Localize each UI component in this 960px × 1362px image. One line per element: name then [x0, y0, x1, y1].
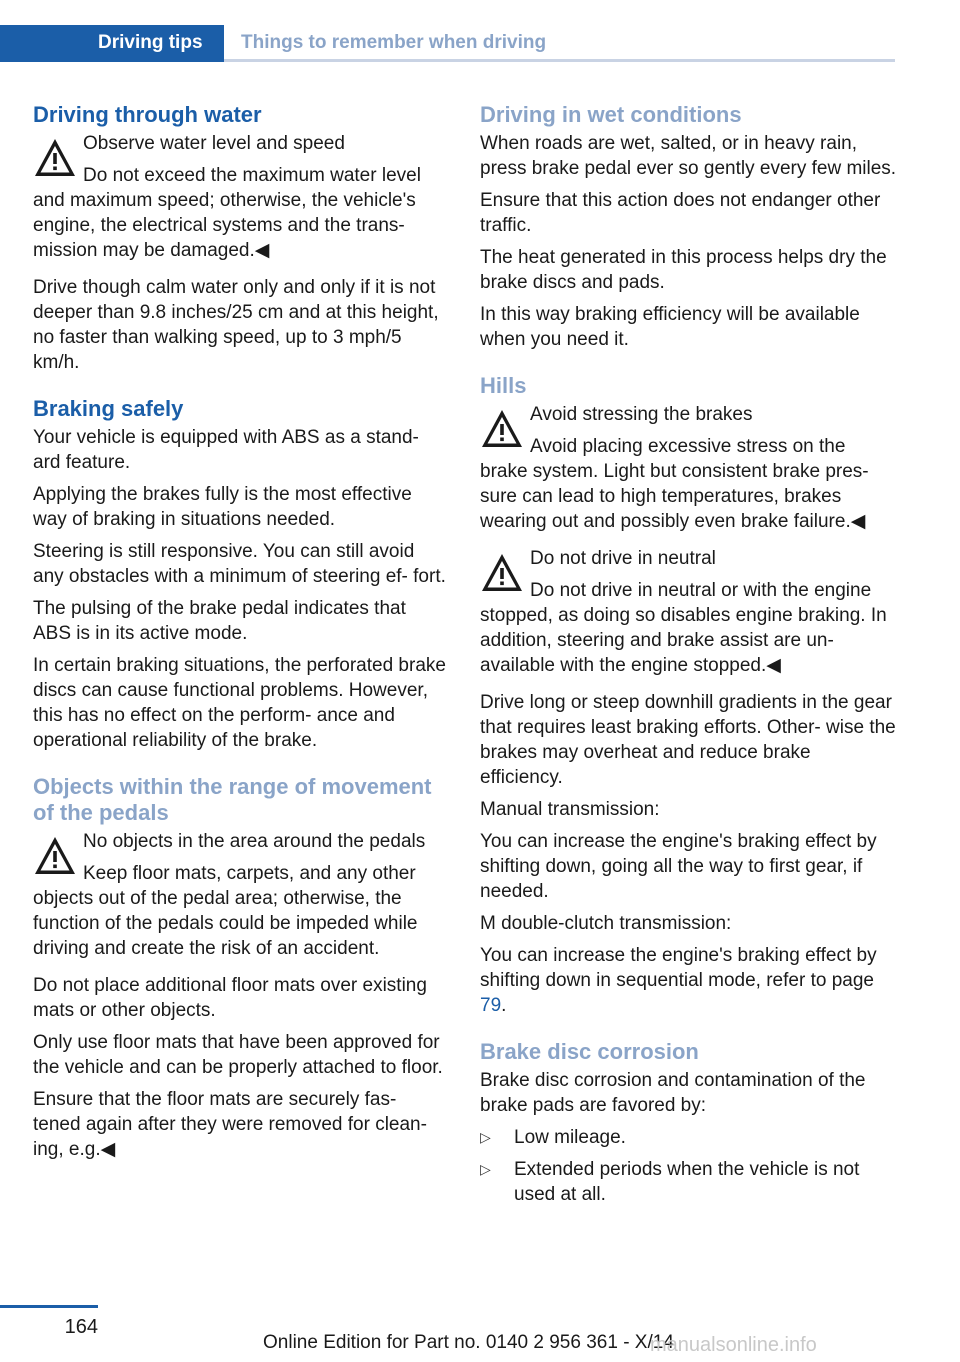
- triangle-bullet-icon: ▷: [480, 1161, 491, 1177]
- heading-braking-safely: Braking safely: [33, 396, 184, 421]
- heading-objects-pedals: Objects within the range of movement of the pedals: [33, 774, 432, 825]
- paragraph: Only use floor mats that have been approved for the vehicle and can be properly attached to floor.: [33, 1032, 443, 1078]
- warning-body: Do not exceed the maximum water level and maximum speed; otherwise, the vehicle's engine, the electrical systems and the trans‐ mission may be damaged.◀: [33, 165, 421, 261]
- warning-body: Keep floor mats, carpets, and any other objects out of the pedal area; otherwise, the function of the pedals could be impeded while driving and create the risk of an accident.: [33, 863, 418, 959]
- warning-title: Avoid stressing the brakes: [530, 404, 753, 425]
- list-item-text: Extended periods when the vehicle is not used at all.: [514, 1159, 860, 1205]
- paragraph: M double-clutch transmission:: [480, 913, 732, 934]
- paragraph: In this way braking efficiency will be available when you need it.: [480, 304, 860, 350]
- paragraph-end: .: [501, 995, 507, 1016]
- paragraph: Do not place additional floor mats over existing mats or other objects.: [33, 975, 427, 1021]
- heading-wet-conditions: Driving in wet conditions: [480, 102, 742, 127]
- paragraph: Manual transmission:: [480, 799, 660, 820]
- paragraph: Brake disc corrosion and contamination of the brake pads are favored by:: [480, 1070, 866, 1116]
- bullet-list: [480, 1125, 898, 1207]
- paragraph: Applying the brakes fully is the most effective way of braking in situations needed.: [33, 484, 412, 530]
- page-number: 164: [64, 1316, 98, 1338]
- warning-triangle-icon: [33, 136, 77, 180]
- paragraph: The pulsing of the brake pedal indicates that ABS is in its active mode.: [33, 598, 406, 644]
- paragraph: Drive though calm water only and only if it is not deeper than 9.8 inches/25 cm and at this height, no faster than walking speed, up to 3 mph/5 km/h.: [33, 277, 439, 373]
- page-link[interactable]: 79: [480, 995, 502, 1016]
- paragraph-text: You can increase the engine's braking effect by shifting down in sequential mode, refer to page: [480, 945, 877, 991]
- warning-neutral: [480, 546, 898, 678]
- heading-brake-disc-corrosion: Brake disc corrosion: [480, 1039, 699, 1064]
- page-header: [0, 25, 895, 61]
- warning-title: No objects in the area around the pedals: [83, 831, 426, 852]
- warning-body: Avoid placing excessive stress on the brake system. Light but consistent brake pres‐ sure can lead to high temperatures, brakes wearing out and possibly even brake failure.◀: [480, 436, 869, 532]
- warning-water-level: [33, 131, 447, 263]
- warning-pedals: [33, 829, 447, 961]
- tab-things-to-remember[interactable]: Things to remember when driving: [241, 32, 547, 53]
- paragraph: Steering is still responsive. You can still avoid any obstacles with a minimum of steering ef‐ fort.: [33, 541, 446, 587]
- paragraph: Ensure that this action does not endanger other traffic.: [480, 190, 881, 236]
- triangle-bullet-icon: ▷: [480, 1129, 491, 1145]
- heading-driving-through-water: Driving through water: [33, 102, 262, 127]
- warning-stressing-brakes: [480, 402, 898, 534]
- list-item-text: Low mileage.: [514, 1127, 626, 1148]
- footer-rule: [0, 1305, 98, 1308]
- paragraph: Drive long or steep downhill gradients in the gear that requires least braking efforts. Other‐ wise the brakes may overheat and reduce brake efficiency.: [480, 692, 896, 788]
- paragraph: The heat generated in this process helps dry the brake discs and pads.: [480, 247, 887, 293]
- watermark: manualsonline.info: [650, 1334, 817, 1356]
- warning-triangle-icon: [33, 834, 77, 878]
- paragraph: In certain braking situations, the perforated brake discs can cause functional problems. However, this has no effect on the perform‐ ance and operational reliability of the brake.: [33, 655, 446, 751]
- warning-triangle-icon: [480, 551, 524, 595]
- paragraph: Your vehicle is equipped with ABS as a stand‐ ard feature.: [33, 427, 419, 473]
- warning-triangle-icon: [480, 407, 524, 451]
- warning-title: Do not drive in neutral: [530, 548, 716, 569]
- paragraph: You can increase the engine's braking effect by shifting down, going all the way to first gear, if needed.: [480, 831, 877, 902]
- left-column: [33, 102, 447, 1169]
- edition-text: Online Edition for Part no. 0140 2 956 361 - X/14: [263, 1332, 674, 1353]
- heading-hills: Hills: [480, 373, 527, 398]
- paragraph: Ensure that the floor mats are securely fas‐ tened again after they were removed for clean‐ ing, e.g.◀: [33, 1089, 427, 1160]
- tab-driving-tips[interactable]: Driving tips: [0, 25, 224, 62]
- warning-body: Do not drive in neutral or with the engine stopped, as doing so disables engine braking. In addition, steering and brake assist are un‐ available with the engine stopped.◀: [480, 580, 887, 676]
- paragraph: When roads are wet, salted, or in heavy rain, press brake pedal ever so gently every few miles.: [480, 133, 897, 179]
- list-item: [480, 1125, 898, 1150]
- warning-title: Observe water level and speed: [83, 133, 345, 154]
- list-item: [480, 1157, 898, 1207]
- paragraph-page-ref: [480, 943, 898, 1018]
- right-column: [480, 102, 898, 1214]
